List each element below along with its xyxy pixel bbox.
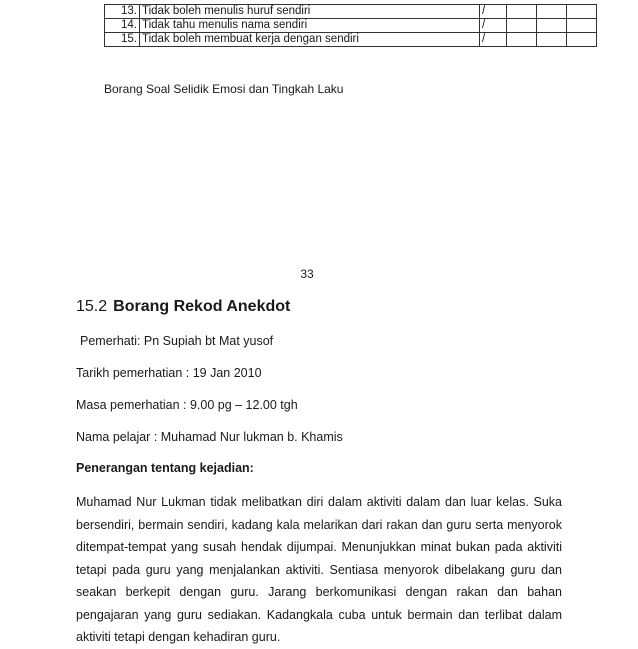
empty-cell <box>567 19 597 33</box>
empty-cell <box>567 5 597 19</box>
table-row <box>105 5 597 19</box>
table-row <box>105 33 597 47</box>
incident-description-heading: Penerangan tentang kejadian: <box>76 461 254 475</box>
student-name-field: Nama pelajar : Muhamad Nur lukman b. Khamis <box>76 430 343 444</box>
incident-description-paragraph <box>76 491 562 649</box>
empty-cell <box>567 33 597 47</box>
empty-cell <box>507 5 537 19</box>
paragraph-line: bersendiri, bermain sendiri, kadang kala melarikan dari rakan dan guru serta menyorok <box>76 517 562 532</box>
row-description: Tidak boleh menulis huruf sendiri <box>140 5 480 19</box>
behaviour-checklist-table <box>104 4 597 47</box>
paragraph-line: pengajaran yang guru sediakan. Kadangkala cuba untuk bermain dan terlibat dalam <box>76 607 562 622</box>
row-description: Tidak boleh membuat kerja dengan sendiri <box>140 33 480 47</box>
observer-field: Pemerhati: Pn Supiah bt Mat yusof <box>80 334 274 348</box>
section-title: Borang Rekod Anekdot <box>113 298 291 315</box>
empty-cell <box>507 19 537 33</box>
paragraph-line: Muhamad Nur Lukman tidak melibatkan diri dalam aktiviti dalam dan luar kelas. Suka <box>76 495 562 509</box>
row-number: 14. <box>105 19 140 33</box>
observation-date-field: Tarikh pemerhatian : 19 Jan 2010 <box>76 366 262 380</box>
empty-cell <box>537 19 567 33</box>
row-check-mark: / <box>480 5 507 19</box>
row-check-mark: / <box>480 33 507 47</box>
empty-cell <box>537 5 567 19</box>
row-number: 15. <box>105 33 140 47</box>
table-caption: Borang Soal Selidik Emosi dan Tingkah Laku <box>104 82 344 96</box>
empty-cell <box>537 33 567 47</box>
paragraph-line: ditempat-tempat yang susah hendak dijumpai. Menunjukkan minat bukan pada aktiviti <box>76 540 562 554</box>
row-description: Tidak tahu menulis nama sendiri <box>140 19 480 33</box>
row-check-mark: / <box>480 19 507 33</box>
row-number: 13. <box>105 5 140 19</box>
section-number: 15.2 <box>76 298 108 315</box>
paragraph-line: tetapi pada guru yang menjalankan aktiviti. Sentiasa menyorok dibelakang guru dan <box>76 562 562 577</box>
observation-time-field: Masa pemerhatian : 9.00 pg – 12.00 tgh <box>76 398 298 412</box>
paragraph-line: seakan berkepit dengan guru. Jarang berkomunikasi dengan rakan dan bahan <box>76 585 562 599</box>
table-row <box>105 19 597 33</box>
section-heading <box>76 298 290 316</box>
paragraph-line: aktiviti tetapi dengan kehadiran guru. <box>76 630 281 644</box>
empty-cell <box>507 33 537 47</box>
page-number: 33 <box>300 267 314 281</box>
